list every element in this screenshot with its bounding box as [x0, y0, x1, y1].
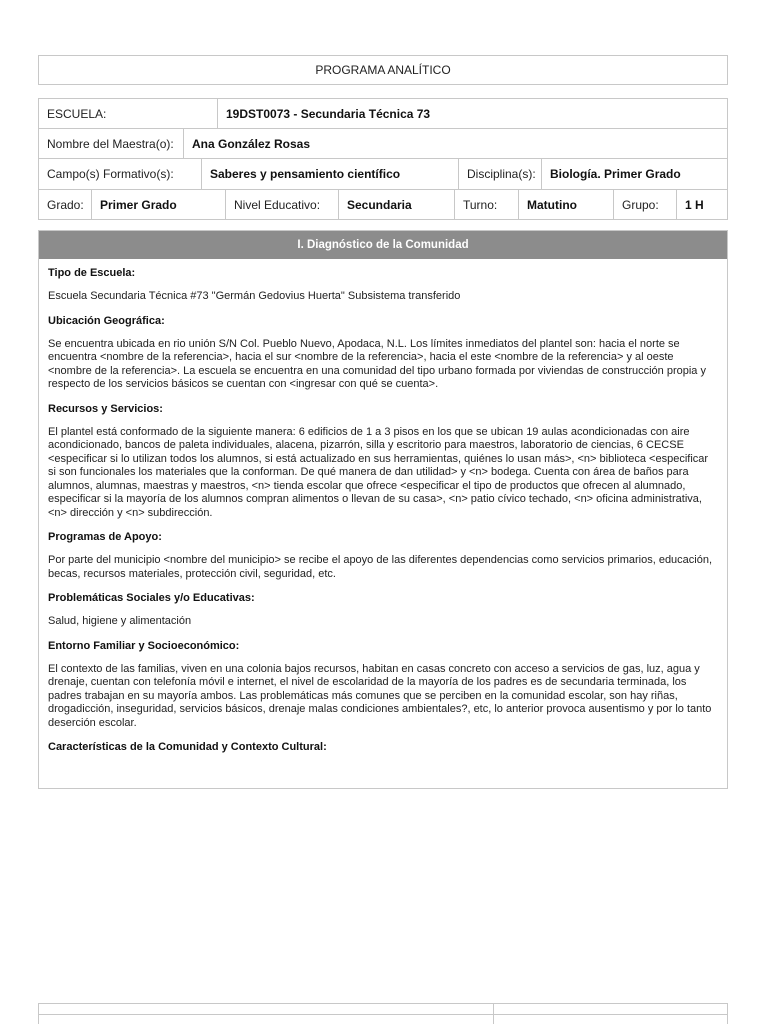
grupo-value: 1 H — [676, 190, 727, 219]
nivel-label: Nivel Educativo: — [225, 190, 338, 219]
problematicas-title: Problemáticas Sociales y/o Educativas: — [48, 592, 255, 604]
school-info-table — [38, 98, 728, 220]
maestro-label: Nombre del Maestra(o): — [47, 136, 174, 151]
grado-label: Grado: — [47, 197, 84, 212]
document-title-box — [38, 55, 728, 85]
grupo-label: Grupo: — [613, 190, 676, 219]
campo-label: Campo(s) Formativo(s): — [47, 167, 174, 181]
info-row-grado — [39, 189, 727, 219]
tipo-escuela-title: Tipo de Escuela: — [48, 267, 136, 279]
ubicacion-title: Ubicación Geográfica: — [48, 314, 165, 327]
next-table-column-line — [493, 1004, 494, 1024]
caracteristicas-title: Características de la Comunidad y Contexto Cultural: — [48, 741, 327, 753]
disciplina-label: Disciplina(s): — [458, 159, 541, 189]
diagnostico-body — [39, 259, 727, 753]
diagnostico-section — [38, 230, 728, 789]
entorno-familiar-text: El contexto de las familias, viven en una colonia bajos recursos, habitan en casas concreto con acceso a servicios de gas, luz, agua y drenaje, cuentan con telefonía móvil e internet, el nivel de escolaridad de la mayoría de los padres es de secundaria terminada, los padres trabajan en su mayoría ambos. Las problemáticas más comunes que se perciben en la comunidad escolar, son hay riñas, drogadicción, inseguridad, servicios básicos, drenaje malas condiciones ambientales?, etc, lo anterior provoca ausentismo y por lo tanto deserción escolar. — [48, 662, 712, 729]
turno-value: Matutino — [518, 190, 613, 219]
recursos-text: El plantel está conformado de la siguiente manera: 6 edificios de 1 a 3 pisos en los que se ubican 19 aulas acondicionadas con aire acondicionado, bancos de paleta individuales, alacena, pizarrón, silla y escritorio para maestros, laboratorio de ciencias, 6 CECSE <especificar si lo utilizan todos los alumnos, si está actualizado en sus herramientas, quiénes lo usan más>, <n> biblioteca <especificar si son funcionales los materiales que la conforman. De qué manera de dan utilidad> y <n> bodega. Cuenta con área de baños para alumnos, alumnas, maestras y maestros, <n> tienda escolar que ofrece <especificar el tipo de productos que ofrecen al alumnado, especificar si la mayoría de los alumnos compran alimentos o llevan de su casa>, <n> patio cívico techado, <n> oficina administrativa, <n> dirección y <n> subdirección. — [48, 425, 709, 519]
campo-value: Saberes y pensamiento científico — [201, 159, 458, 189]
programas-apoyo-text: Por parte del municipio <nombre del municipio> se recibe el apoyo de las diferentes dependencias como servicios primarios, educación, becas, recursos materiales, protección civil, seguridad, etc. — [48, 554, 713, 580]
turno-label: Turno: — [454, 190, 518, 219]
maestro-value: Ana González Rosas — [183, 129, 727, 158]
nivel-value: Secundaria — [338, 190, 454, 219]
problematicas-text: Salud, higiene y alimentación — [48, 615, 192, 627]
info-row-escuela — [39, 99, 727, 128]
recursos-title: Recursos y Servicios: — [48, 402, 163, 415]
info-row-campo — [39, 158, 727, 189]
escuela-value: 19DST0073 - Secundaria Técnica 73 — [217, 99, 727, 128]
disciplina-value: Biología. Primer Grado — [541, 159, 727, 189]
grado-value: Primer Grado — [91, 190, 225, 219]
ubicacion-text: Se encuentra ubicada en rio unión S/N Col. Pueblo Nuevo, Apodaca, N.L. Los límites inmediatos del plantel son: hacia el norte se encuentra <nombre de la referencia>, hacia el sur <nombre de la referencia>, hacia el este <nombre de la referencia> y al oeste <nombre de la referencia>. La escuela se encuentra en una comunidad del tipo urbano formada por viviendas de construcción propia y respecto de los servicios básicos se cuentan con <ingresar con qué se cuenta>. — [48, 337, 706, 390]
info-row-maestro — [39, 128, 727, 158]
next-table-row-line — [39, 1014, 727, 1015]
entorno-familiar-title: Entorno Familiar y Socioeconómico: — [48, 639, 240, 652]
escuela-label: ESCUELA: — [47, 106, 107, 121]
diagnostico-header: I. Diagnóstico de la Comunidad — [39, 231, 727, 259]
programas-apoyo-title: Programas de Apoyo: — [48, 531, 162, 543]
next-page-table-edge — [38, 1003, 728, 1024]
tipo-escuela-text: Escuela Secundaria Técnica #73 "Germán Gedovius Huerta" Subsistema transferido — [48, 290, 461, 302]
document-title: PROGRAMA ANALÍTICO — [315, 63, 451, 77]
